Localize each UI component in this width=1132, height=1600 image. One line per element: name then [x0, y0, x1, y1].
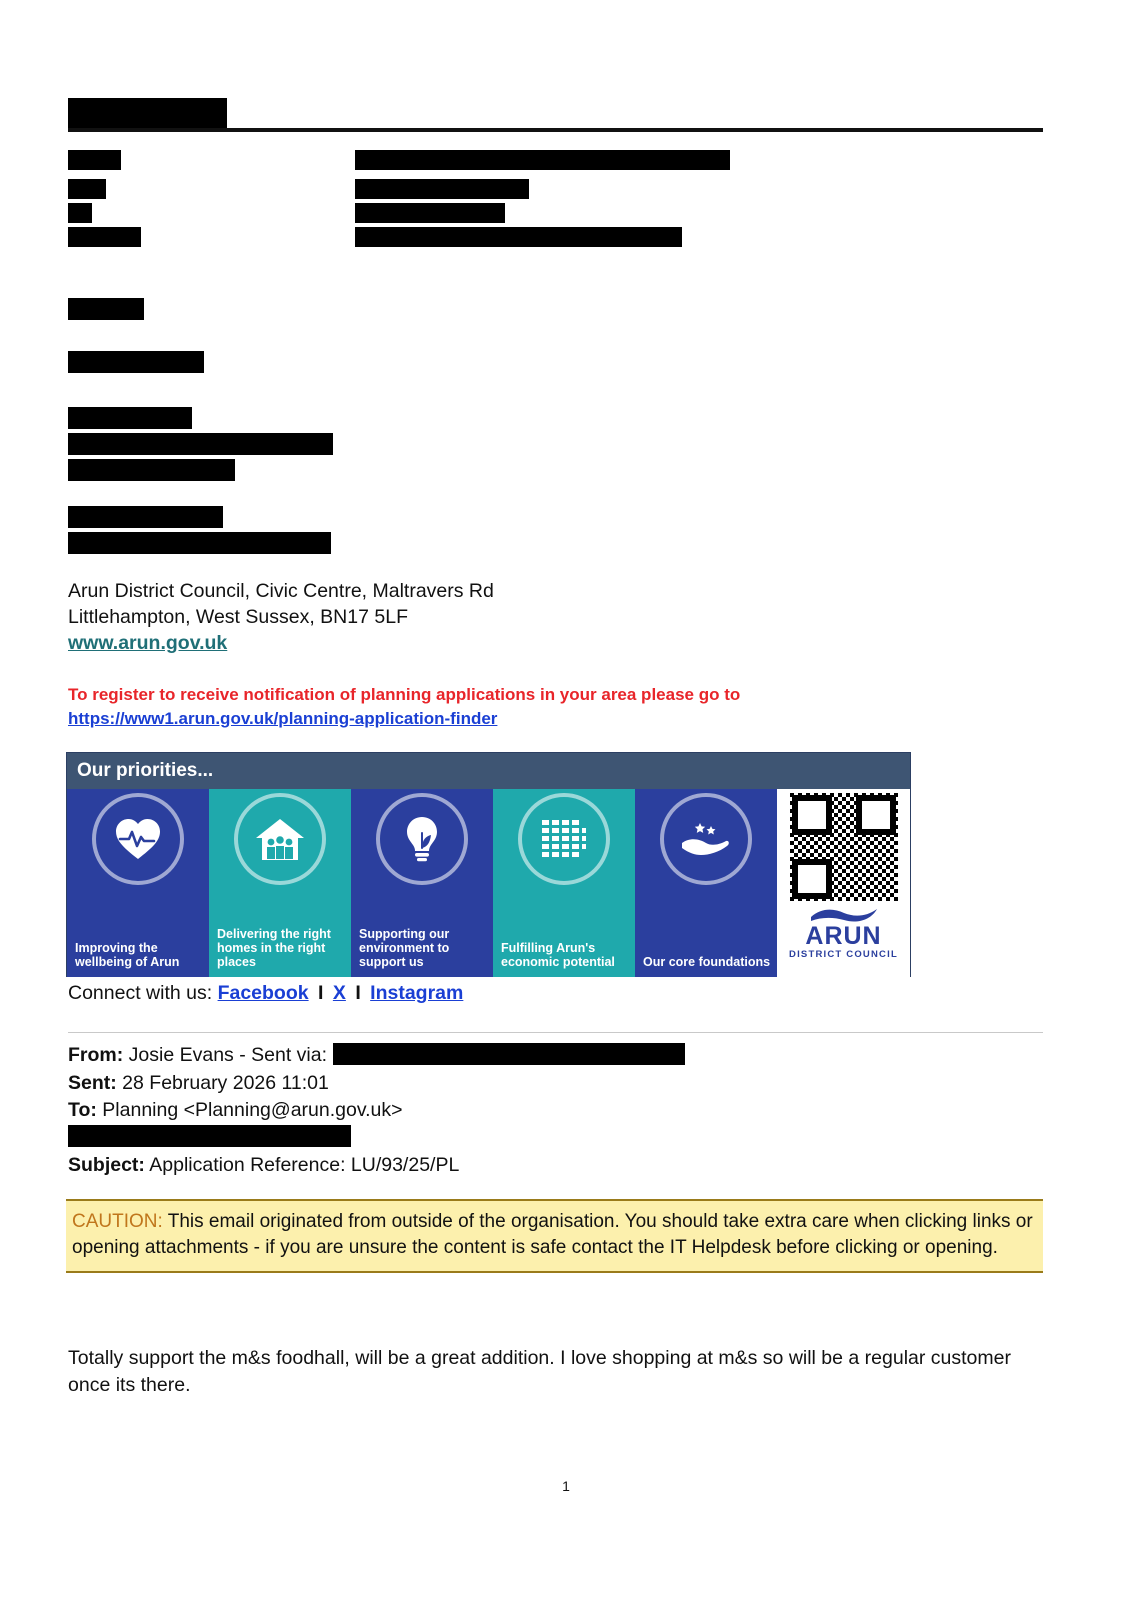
email-subject-line [68, 1152, 1028, 1180]
email-from-line [68, 1042, 1028, 1070]
arun-logo [785, 905, 903, 960]
email-to-value: Planning <Planning@arun.gov.uk> [102, 1099, 403, 1121]
redaction-bar [68, 532, 331, 554]
email-subject-value: Application Reference: LU/93/25/PL [149, 1154, 460, 1176]
email-from-value: Josie Evans - Sent via: [128, 1044, 328, 1066]
arun-logo-name: ARUN [805, 922, 882, 950]
priority-environment-label: Supporting our environment to support us [359, 927, 450, 969]
address-line-2: Littlehampton, West Sussex, BN17 5LF [68, 606, 408, 628]
registration-notice [68, 683, 968, 731]
council-website-link[interactable]: www.arun.gov.uk [68, 632, 228, 654]
connect-separator-2: I [355, 982, 361, 1004]
redaction-bar [68, 227, 141, 247]
email-sent-label: Sent: [68, 1071, 117, 1094]
email-subject-label: Subject: [68, 1154, 145, 1176]
email-sent-line [68, 1070, 1028, 1098]
redaction-bar [355, 227, 682, 247]
registration-notice-text: To register to receive notification of planning applications in your area please go to [68, 685, 741, 704]
priority-foundations [635, 789, 777, 977]
email-to-line [68, 1097, 1028, 1125]
house-family-icon [234, 793, 326, 885]
redaction-bar [355, 179, 529, 199]
priorities-banner-title: Our priorities... [67, 753, 910, 789]
redaction-bar [68, 298, 144, 320]
priority-foundations-label: Our core foundations [643, 955, 771, 969]
qr-and-logo-cell [777, 789, 910, 977]
building-grid-icon [518, 793, 610, 885]
priority-environment [351, 789, 493, 977]
caution-text: This email originated from outside of the organisation. You should take extra care when clicking links or opening attachments - if you are unsure the content is safe contact the IT Helpdesk before clicking or opening. [72, 1211, 1033, 1258]
arun-logo-subtitle: DISTRICT COUNCIL [789, 949, 898, 960]
redaction-bar [68, 203, 92, 223]
connect-row [68, 982, 463, 1005]
page-number: 1 [562, 1478, 570, 1494]
priority-economy [493, 789, 635, 977]
connect-label: Connect with us: [68, 982, 213, 1004]
redaction-bar [355, 150, 730, 170]
email-sent-value: 28 February 2026 11:01 [122, 1071, 329, 1094]
email-body-text: Totally support the m&s foodhall, will be a great addition. I love shopping at m&s so will be a regular customer once its there. [68, 1347, 1011, 1396]
email-to-label: To: [68, 1099, 97, 1121]
redaction-bar [355, 203, 505, 223]
council-address-block [68, 578, 494, 656]
email-redacted-line [68, 1125, 1028, 1153]
redaction-bar [68, 433, 333, 455]
priorities-banner [66, 752, 911, 977]
redaction-bar [68, 459, 235, 481]
redaction-bar [68, 179, 106, 199]
caution-banner [66, 1199, 1043, 1273]
connect-separator-1: I [318, 982, 324, 1004]
header-divider-rule [68, 128, 1043, 132]
lightbulb-leaf-icon [376, 793, 468, 885]
priority-wellbeing-label: Improving the wellbeing of Arun [75, 941, 180, 969]
email-from-label: From: [68, 1044, 124, 1066]
priority-homes-label: Delivering the right homes in the right places [217, 927, 331, 969]
redaction-bar [68, 407, 192, 429]
caution-keyword: CAUTION: [72, 1211, 163, 1232]
qr-code-icon [790, 793, 898, 901]
facebook-link[interactable]: Facebook [217, 982, 309, 1004]
redaction-bar [68, 150, 121, 170]
heart-pulse-icon [92, 793, 184, 885]
x-link[interactable]: X [332, 982, 346, 1004]
redaction-bar [68, 351, 204, 373]
hand-stars-icon [660, 793, 752, 885]
email-header-block [68, 1042, 1028, 1180]
planning-application-finder-link[interactable]: https://www1.arun.gov.uk/planning-application-finder [68, 709, 498, 728]
instagram-link[interactable]: Instagram [370, 982, 464, 1004]
address-line-1: Arun District Council, Civic Centre, Maltravers Rd [68, 580, 494, 602]
priority-homes [209, 789, 351, 977]
redaction-bar [68, 506, 223, 528]
priority-economy-label: Fulfilling Arun's economic potential [501, 941, 615, 969]
priority-wellbeing [67, 789, 209, 977]
redaction-bar [68, 98, 227, 128]
section-divider [68, 1032, 1043, 1033]
priorities-banner-body [67, 789, 910, 977]
